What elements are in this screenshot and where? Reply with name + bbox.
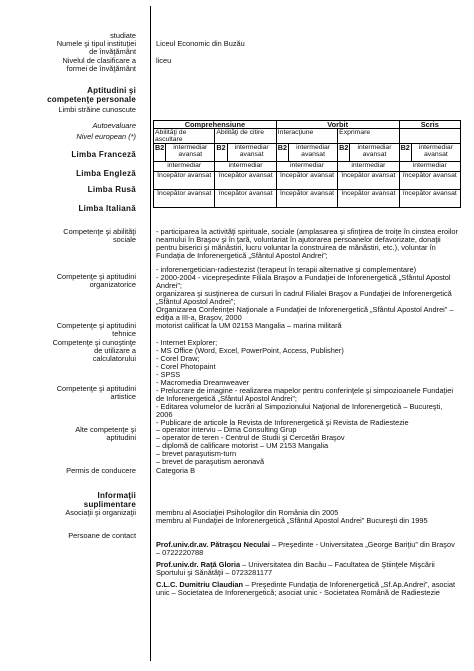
table-row (154, 172, 461, 190)
level-code: B2 (338, 144, 350, 162)
interaction-header: Interacţiune (276, 129, 337, 144)
level-text: începător avansat (154, 172, 215, 190)
technical-skills-value: motorist calificat la UM 02153 Mangalia – marina militară (156, 321, 342, 330)
table-row (154, 162, 461, 172)
speaking-header: Vorbit (276, 121, 399, 129)
driving-license-value: Categoria B (156, 466, 196, 475)
social-skills-value: - participarea la activităţi spirituale, sociale (amplasarea şi sfinţirea de troiţe în cinstea eroilor neamului în Braşov şi în ţară, voluntariat în ajutorarea persoanelor defavorizate, donaţii pentru biserici şi mănăstiri, lucru voluntar la construirea de mănăstiri, etc.), voluntar în Fundaţia de Inforenergetică „Sfântul Apostol Andrei”; (156, 227, 458, 260)
computer-skills-value: - Internet Explorer; - MS Office (Word, Excel, PowerPoint, Access, Publisher) - Corel Draw; - Corel Photopaint - SPSS - Macromedia Dreamweaver (156, 338, 344, 387)
level-text: intermediar (399, 162, 460, 172)
contact-details: – Universitatea din Bacău – Facultatea de Ştiinţele Mişcării Sportului şi Sănătăţii – 0723281177 (156, 560, 435, 577)
language-name: Limba Franceză (71, 150, 136, 159)
level-text: începător avansat (276, 172, 337, 190)
level-text: începător avansat (215, 172, 276, 190)
organizational-skills-label: Competenţe şi aptitudini organizatorice (56, 272, 136, 289)
table-subheader-row (154, 129, 461, 144)
reading-header: Abilităţi de citire (215, 129, 276, 144)
technical-skills-label: Competenţe şi aptitudini tehnice (56, 321, 136, 338)
level-text: începător avansat (276, 190, 337, 208)
level-code: B2 (399, 144, 411, 162)
level-code: B2 (276, 144, 288, 162)
comprehension-header: Comprehensiune (154, 121, 277, 129)
institution-value: Liceul Economic din Buzău (156, 39, 245, 48)
contact-entry (156, 573, 460, 597)
level-code: B2 (215, 144, 227, 162)
other-skills-label: Alte competenţe şi aptitudini (75, 425, 136, 442)
level-text: intermediar (215, 162, 276, 172)
other-skills-value: – operator interviu – Dima Consulting Grup – operator de teren - Centrul de Studii şi Cercetări Braşov – diplomă de calificare motorist – UM 2153 Mangalia – brevet paraşutism-turn – brevet de paraşutism aeronavă (156, 425, 345, 466)
driving-license-label: Permis de conducere (66, 466, 136, 475)
writing-subheader (399, 129, 460, 144)
level-text: intermediar avansat (411, 144, 460, 162)
section-divider-line (150, 6, 151, 661)
level-text: intermediar avansat (288, 144, 337, 162)
level-text: începător avansat (399, 172, 460, 190)
computer-skills-label: Competenţe şi cunoştinţe de utilizare a calculatorului (52, 338, 136, 363)
language-table (153, 120, 461, 208)
contacts-label: Persoane de contact (68, 531, 136, 540)
level-text: intermediar (338, 162, 399, 172)
level-text: intermediar avansat (350, 144, 399, 162)
social-skills-label: Competenţe şi abilităţi sociale (63, 227, 136, 244)
language-name: Limba Rusă (87, 185, 136, 194)
table-header-row (154, 121, 461, 129)
level-text: intermediar (276, 162, 337, 172)
language-name: Limba Italiană (78, 204, 136, 213)
level-text: intermediar (154, 162, 215, 172)
contact-name: Prof.univ.dr. Raţă Gloria (156, 560, 241, 569)
additional-info-title: Informaţii suplimentare (83, 491, 136, 509)
table-row (154, 190, 461, 208)
level-value: liceu (156, 56, 172, 65)
foreign-languages-label: Limbi străine cunoscute (58, 105, 136, 114)
contact-details: – Preşedinte - Universitatea „George Bariţiu” din Braşov – 0722220788 (156, 540, 455, 557)
listening-header: Abilităţi de ascultare (154, 129, 215, 144)
level-text: începător avansat (338, 172, 399, 190)
contact-name: C.L.C. Dumitriu Claudian (156, 580, 244, 589)
level-code: B2 (154, 144, 166, 162)
associations-value: membru al Asociaţiei Psihologilor din România din 2005 membru al Fundaţiei de Inforenergetică „Sfântul Apostol Andrei” Bucureşti din 1995 (156, 508, 428, 525)
level-text: intermediar avansat (166, 144, 215, 162)
level-text: intermediar avansat (227, 144, 276, 162)
writing-header: Scris (399, 121, 460, 129)
organizational-skills-value: - inforenergetician-radiestezist (terapeut în terapii alternative şi complementare) - 2000-2004 - vicepreşedinte Filiala Braşov a Fundaţiei de Inforenergetică „Sfântul Apostol Andrei”; organizarea şi susţinerea de cursuri în cadrul Filialei Braşov a Fundaţiei de Inforenergetică „Sfântul Apostol Andrei”; Organizarea Conferinţei Naţionale a Fundaţiei de Inforenergetică „Sfântul Apostol Andrei” – ediţia a III-a, Braşov, 2000 (156, 265, 454, 322)
artistic-skills-value: - Prelucrare de imagine - realizarea mapelor pentru conferinţele şi simpozioanele Fundaţiei de Inforenergetică „Sfântul Apostol Andrei”; - Editarea volumelor de lucrări al Simpozionului Naţional de Inforenergetică – Bucureşti, 2006 - Publicare de articole la Revista de Inforenergetică şi Revista de Radiestezie (156, 386, 454, 427)
table-row (154, 144, 461, 162)
level-text: începător avansat (399, 190, 460, 208)
expression-header: Exprimare (338, 129, 399, 144)
language-name: Limba Engleză (76, 169, 136, 178)
institution-label: Numele şi tipul instituţiei de învăţământ (56, 39, 136, 56)
level-text: începător avansat (338, 190, 399, 208)
level-text: începător avansat (215, 190, 276, 208)
studies-label: studiate (110, 31, 136, 40)
self-evaluation-label: Autoevaluare (92, 121, 136, 130)
contact-details: – Preşedinte Fundaţia de Inforenergetică „Sf.Ap.Andrei”, asociat unic – Societatea de Inforenergetică; asociat unic - Societatea Română de Radiestezie (156, 580, 456, 597)
level-label: Nivelul de clasificare a formei de învăţământ (62, 56, 136, 73)
contact-name: Prof.univ.dr.av. Pătraşcu Neculai (156, 540, 270, 549)
associations-label: Asociaţii şi organizaţii (65, 508, 136, 517)
artistic-skills-label: Competenţe şi aptitudini artistice (56, 384, 136, 401)
skills-section-title: Aptitudini şi competenţe personale (47, 86, 136, 104)
level-text: începător avansat (154, 190, 215, 208)
european-level-label: Nivel european (*) (76, 132, 136, 141)
